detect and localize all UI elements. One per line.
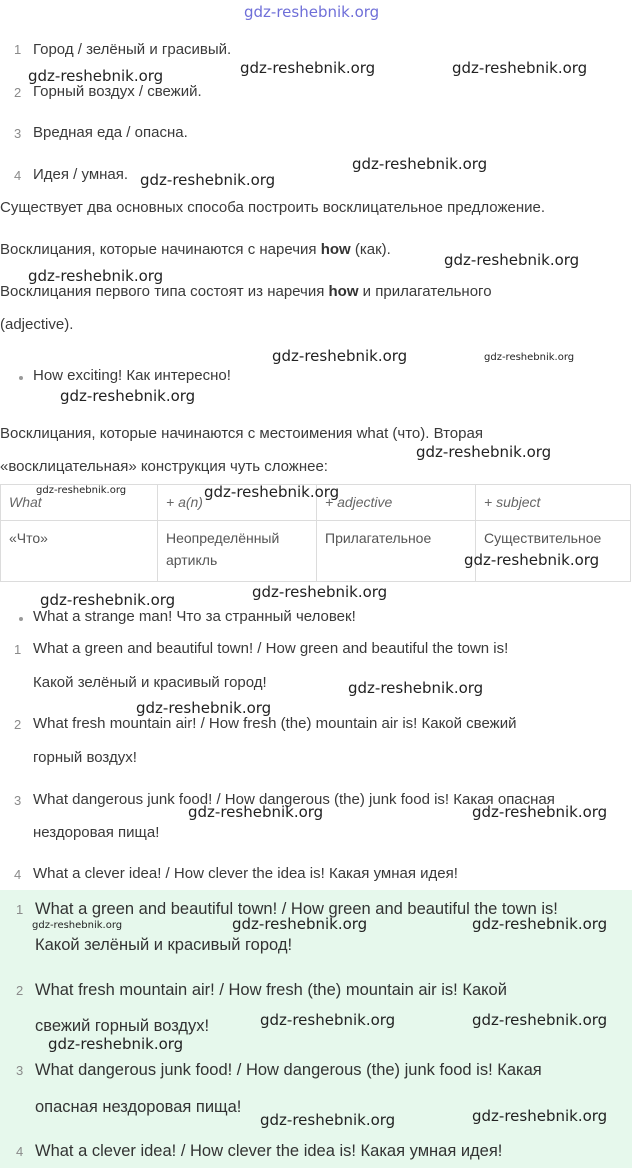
watermark: gdz-reshebnik.org: [484, 352, 575, 363]
watermark: gdz-reshebnik.org: [472, 1107, 608, 1125]
watermark: gdz-reshebnik.org: [232, 915, 368, 933]
answer-number: 3: [16, 1063, 24, 1078]
list-number: 4: [14, 168, 22, 183]
bullet: [19, 617, 23, 621]
paragraph-what-intro-2: «восклицательная» конструкция чуть сложнее:: [0, 458, 328, 475]
table-header: What: [1, 485, 158, 521]
watermark: gdz-reshebnik.org: [40, 591, 176, 609]
watermark: gdz-reshebnik.org: [32, 920, 123, 931]
answer-line: What a green and beautiful town! / How green and beautiful the town is!: [35, 900, 558, 918]
watermark: gdz-reshebnik.org: [252, 583, 388, 601]
answer-line: нездоровая пища!: [33, 824, 160, 841]
list-item: Вредная еда / опасна.: [33, 124, 188, 141]
watermark: gdz-reshebnik.org: [36, 485, 127, 496]
answer-line: What dangerous junk food! / How dangerous (the) junk food is! Какая: [35, 1061, 542, 1079]
watermark: gdz-reshebnik.org: [28, 267, 164, 285]
paragraph-how-intro: Восклицания, которые начинаются с наречия how (как).: [0, 241, 391, 258]
watermark: gdz-reshebnik.org: [240, 59, 376, 77]
how-example: How exciting! Как интересно!: [33, 367, 231, 384]
list-number: 3: [14, 126, 22, 141]
answer-number: 1: [14, 642, 22, 657]
table-cell: Неопределённый артикль: [158, 521, 317, 582]
list-item: Город / зелёный и грасивый.: [33, 41, 232, 58]
watermark: gdz-reshebnik.org: [260, 1111, 396, 1129]
table-cell: Существительное: [476, 521, 631, 582]
list-number: 2: [14, 85, 22, 100]
watermark: gdz-reshebnik.org: [472, 915, 608, 933]
watermark: gdz-reshebnik.org: [272, 347, 408, 365]
answer-line: свежий горный воздух!: [35, 1017, 210, 1035]
answer-number: 4: [16, 1144, 24, 1159]
list-item: Идея / умная.: [33, 166, 129, 183]
answer-line: опасная нездоровая пища!: [35, 1098, 242, 1116]
answer-line: What a clever idea! / How clever the idea is! Какая умная идея!: [33, 865, 458, 882]
watermark: gdz-reshebnik.org: [464, 551, 600, 569]
watermark: gdz-reshebnik.org: [48, 1035, 184, 1053]
table-cell: «Что»: [1, 521, 158, 582]
answer-line: Какой зелёный и красивый город!: [35, 936, 293, 954]
answer-line: What fresh mountain air! / How fresh (the) mountain air is! Какой: [35, 981, 507, 999]
watermark: gdz-reshebnik.org: [352, 155, 488, 173]
answer-number: 1: [16, 902, 24, 917]
watermark: gdz-reshebnik.org: [348, 679, 484, 697]
watermark: gdz-reshebnik.org: [452, 59, 588, 77]
paragraph-adjective: (adjective).: [0, 316, 74, 333]
watermark: gdz-reshebnik.org: [204, 483, 340, 501]
answer-number: 2: [14, 717, 22, 732]
answer-number: 3: [14, 793, 22, 808]
paragraph-what-intro-1: Восклицания, которые начинаются с местоимения what (что). Вторая: [0, 425, 483, 442]
paragraph-first-type: Восклицания первого типа состоят из наречия how и прилагательного: [0, 283, 492, 300]
watermark: gdz-reshebnik.org: [472, 1011, 608, 1029]
table-header: + adjective: [317, 485, 476, 521]
watermark: gdz-reshebnik.org: [136, 699, 272, 717]
table-header: + subject: [476, 485, 631, 521]
answer-line: What dangerous junk food! / How dangerous (the) junk food is! Какая опасная: [33, 791, 555, 808]
bullet: [19, 376, 23, 380]
watermark: gdz-reshebnik.org: [260, 1011, 396, 1029]
watermark: gdz-reshebnik.org: [28, 67, 164, 85]
answer-line: горный воздух!: [33, 749, 137, 766]
watermark: gdz-reshebnik.org: [444, 251, 580, 269]
watermark: gdz-reshebnik.org: [60, 387, 196, 405]
list-item: Горный воздух / свежий.: [33, 83, 202, 100]
watermark: gdz-reshebnik.org: [472, 803, 608, 821]
answer-line: What fresh mountain air! / How fresh (the) mountain air is! Какой свежий: [33, 715, 517, 732]
answer-number: 2: [16, 983, 24, 998]
answer-number: 4: [14, 867, 22, 882]
list-number: 1: [14, 42, 22, 57]
paragraph-two-ways: Существует два основных способа построить восклицательное предложение.: [0, 199, 546, 216]
watermark: gdz-reshebnik.org: [140, 171, 276, 189]
answer-line: Какой зелёный и красивый город!: [33, 674, 267, 691]
what-example: What a strange man! Что за странный человек!: [33, 608, 356, 625]
watermark: gdz-reshebnik.org: [416, 443, 552, 461]
answer-line: What a clever idea! / How clever the idea is! Какая умная идея!: [35, 1142, 503, 1160]
watermark-top: gdz-reshebnik.org: [244, 3, 380, 21]
answer-line: What a green and beautiful town! / How green and beautiful the town is!: [33, 640, 509, 657]
table-cell: Прилагательное: [317, 521, 476, 582]
table-header: + a(n): [158, 485, 317, 521]
watermark: gdz-reshebnik.org: [188, 803, 324, 821]
